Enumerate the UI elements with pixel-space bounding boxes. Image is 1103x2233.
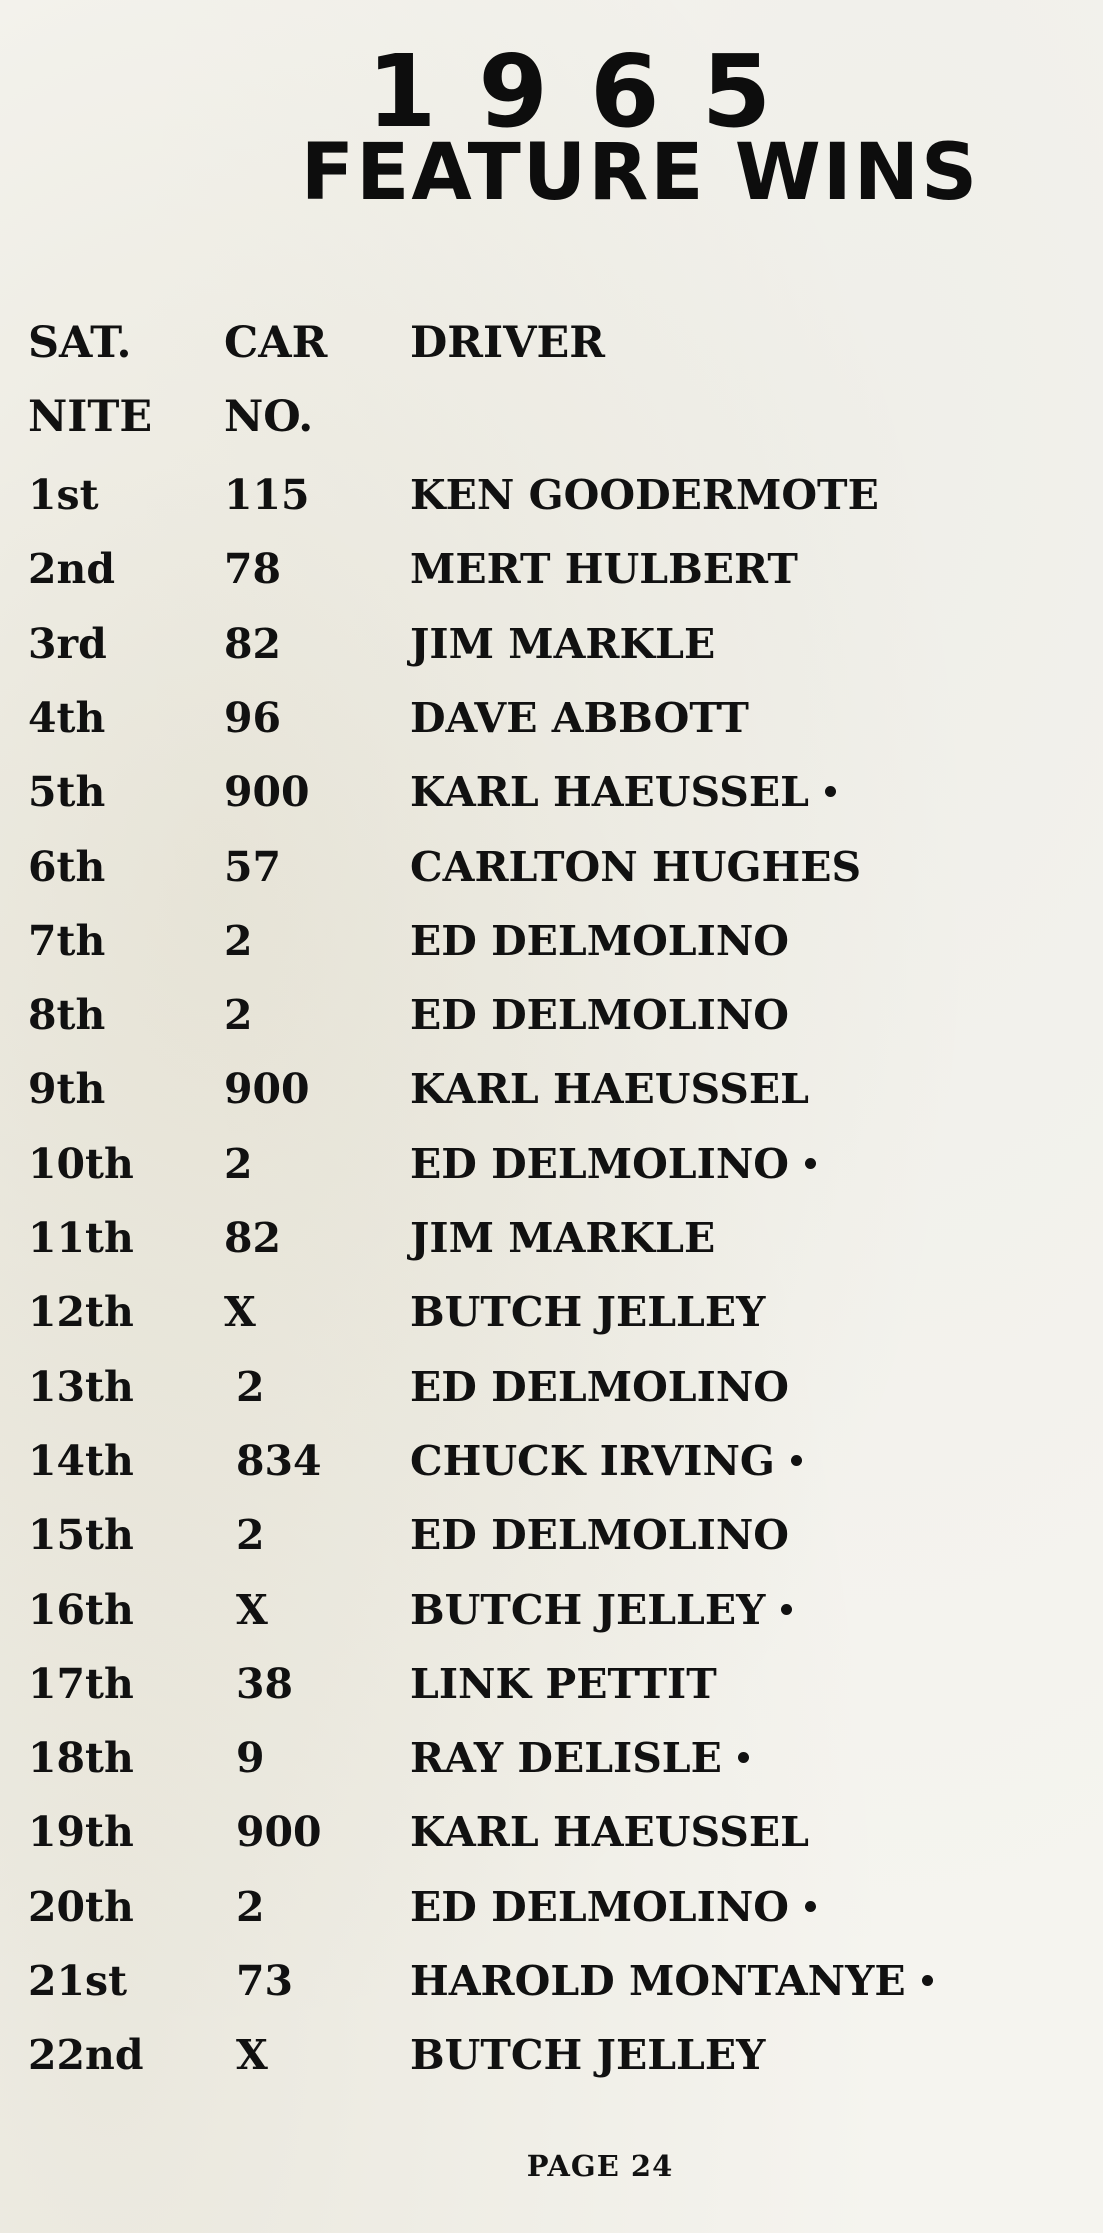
nite-cell: 19th [28, 1808, 134, 1856]
bullet-marker-icon [781, 1604, 792, 1615]
nite-cell: 7th [28, 917, 106, 965]
nite-cell: 10th [28, 1140, 134, 1188]
driver-name: KEN GOODERMOTE [410, 471, 879, 519]
car-number-cell: 2 [236, 1883, 265, 1931]
driver-name: ED DELMOLINO [410, 1511, 790, 1559]
table-row [0, 2030, 1103, 2090]
driver-name: JIM MARKLE [410, 1214, 716, 1262]
car-number-cell: X [236, 2031, 268, 2079]
driver-name: ED DELMOLINO [410, 991, 790, 1039]
car-number-cell: 38 [236, 1660, 294, 1708]
header-driver: DRIVER [410, 318, 606, 368]
driver-cell [410, 1956, 933, 2006]
page-number: PAGE 24 [526, 2149, 674, 2183]
nite-cell: 2nd [28, 545, 116, 593]
header-sat: SAT. [28, 318, 132, 368]
nite-cell: 8th [28, 991, 106, 1039]
driver-name: RAY DELISLE [410, 1734, 722, 1782]
table-row [0, 1213, 1103, 1273]
driver-name: HAROLD MONTANYE [410, 1957, 906, 2005]
table-row [0, 767, 1103, 827]
bullet-marker-icon [922, 1975, 933, 1986]
driver-cell [410, 916, 789, 966]
car-number-cell: 834 [236, 1437, 322, 1485]
driver-cell [410, 1139, 816, 1189]
car-number-cell: 900 [224, 1065, 310, 1113]
nite-cell: 18th [28, 1734, 134, 1782]
car-number-cell: 82 [224, 620, 282, 668]
driver-name: KARL HAEUSSEL [410, 1808, 809, 1856]
driver-name: CHUCK IRVING [410, 1437, 775, 1485]
bullet-marker-icon [738, 1752, 749, 1763]
driver-cell [410, 2030, 765, 2080]
car-number-cell: 2 [236, 1511, 265, 1559]
car-number-cell: 96 [224, 694, 282, 742]
driver-name: MERT HULBERT [410, 545, 798, 593]
nite-cell: 9th [28, 1065, 106, 1113]
driver-cell [410, 1659, 717, 1709]
header-car: CAR [224, 318, 328, 368]
table-row [0, 1510, 1103, 1570]
driver-name: KARL HAEUSSEL [410, 768, 809, 816]
table-row [0, 693, 1103, 753]
driver-name: DAVE ABBOTT [410, 694, 749, 742]
table-row [0, 1807, 1103, 1867]
nite-cell: 1st [28, 471, 99, 519]
car-number-cell: 57 [224, 843, 282, 891]
driver-name: BUTCH JELLEY [410, 2031, 766, 2079]
table-row [0, 1585, 1103, 1645]
page-year: 1965 [366, 33, 814, 150]
table-row [0, 1362, 1103, 1422]
driver-cell [410, 1882, 816, 1932]
table-row [0, 916, 1103, 976]
nite-cell: 11th [28, 1214, 134, 1262]
bullet-marker-icon [791, 1455, 802, 1466]
header-no: NO. [224, 392, 314, 442]
driver-cell [410, 1585, 792, 1635]
car-number-cell: 78 [224, 545, 282, 593]
car-number-cell: 2 [236, 1363, 265, 1411]
nite-cell: 15th [28, 1511, 134, 1559]
table-row [0, 990, 1103, 1050]
table-row [0, 842, 1103, 902]
car-number-cell: 9 [236, 1734, 265, 1782]
car-number-cell: X [224, 1288, 256, 1336]
nite-cell: 13th [28, 1363, 134, 1411]
bullet-marker-icon [805, 1158, 816, 1169]
table-row [0, 1733, 1103, 1793]
nite-cell: 17th [28, 1660, 134, 1708]
bullet-marker-icon [825, 786, 836, 797]
driver-cell [410, 470, 879, 520]
nite-cell: 6th [28, 843, 106, 891]
driver-name: ED DELMOLINO [410, 917, 790, 965]
bullet-marker-icon [805, 1901, 816, 1912]
driver-name: BUTCH JELLEY [410, 1586, 766, 1634]
table-row [0, 1882, 1103, 1942]
car-number-cell: 900 [236, 1808, 322, 1856]
driver-name: ED DELMOLINO [410, 1363, 790, 1411]
table-row [0, 1659, 1103, 1719]
driver-name: CARLTON HUGHES [410, 843, 862, 891]
table-row [0, 470, 1103, 530]
header-nite: NITE [28, 392, 153, 442]
driver-name: KARL HAEUSSEL [410, 1065, 809, 1113]
driver-cell [410, 1436, 802, 1486]
table-row [0, 1436, 1103, 1496]
nite-cell: 3rd [28, 620, 107, 668]
driver-cell [410, 1510, 789, 1560]
driver-name: ED DELMOLINO [410, 1883, 790, 1931]
driver-cell [410, 1064, 809, 1114]
driver-name: JIM MARKLE [410, 620, 716, 668]
driver-cell [410, 619, 715, 669]
driver-cell [410, 693, 749, 743]
car-number-cell: 900 [224, 768, 310, 816]
car-number-cell: 2 [224, 991, 253, 1039]
nite-cell: 22nd [28, 2031, 144, 2079]
driver-cell [410, 1733, 749, 1783]
nite-cell: 5th [28, 768, 106, 816]
nite-cell: 14th [28, 1437, 134, 1485]
table-row [0, 1139, 1103, 1199]
page-title: FEATURE WINS [300, 128, 980, 218]
car-number-cell: 115 [224, 471, 310, 519]
nite-cell: 4th [28, 694, 106, 742]
driver-name: LINK PETTIT [410, 1660, 717, 1708]
table-row [0, 1956, 1103, 2016]
driver-cell [410, 1807, 809, 1857]
driver-cell [410, 990, 789, 1040]
driver-cell [410, 544, 798, 594]
table-row [0, 1064, 1103, 1124]
car-number-cell: 73 [236, 1957, 294, 2005]
nite-cell: 21st [28, 1957, 128, 2005]
table-row [0, 544, 1103, 604]
driver-cell [410, 1213, 715, 1263]
car-number-cell: 2 [224, 917, 253, 965]
driver-cell [410, 842, 861, 892]
table-row [0, 1287, 1103, 1347]
driver-name: BUTCH JELLEY [410, 1288, 766, 1336]
nite-cell: 12th [28, 1288, 134, 1336]
driver-cell [410, 767, 836, 817]
driver-cell [410, 1287, 765, 1337]
nite-cell: 16th [28, 1586, 134, 1634]
driver-cell [410, 1362, 789, 1412]
car-number-cell: X [236, 1586, 268, 1634]
car-number-cell: 82 [224, 1214, 282, 1262]
car-number-cell: 2 [224, 1140, 253, 1188]
driver-name: ED DELMOLINO [410, 1140, 790, 1188]
nite-cell: 20th [28, 1883, 134, 1931]
table-row [0, 619, 1103, 679]
